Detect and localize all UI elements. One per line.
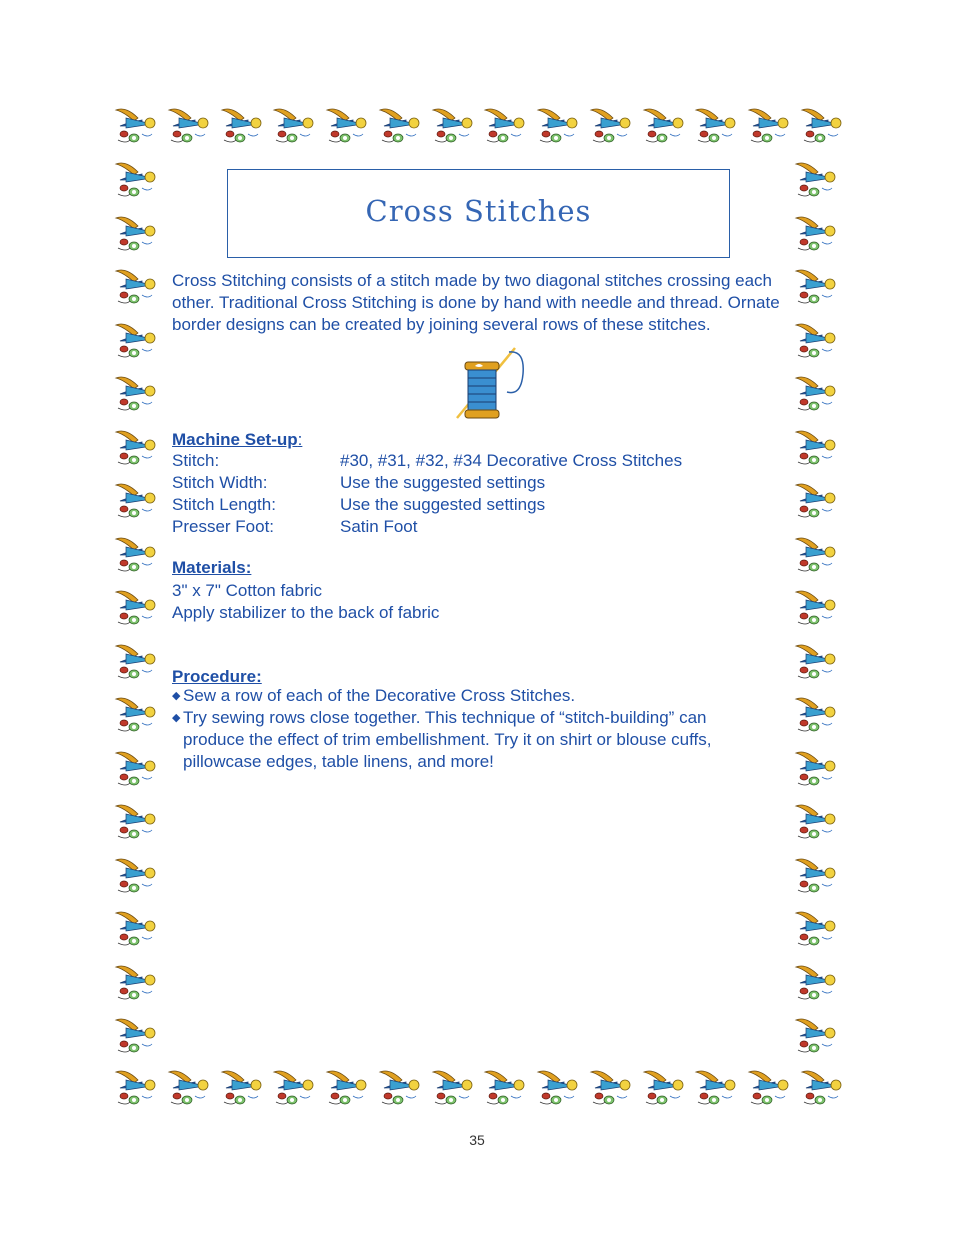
diamond-bullet-icon: ◆ [172, 712, 181, 724]
procedure-item-text: Sew a row of each of the Decorative Cross Stitches. [183, 686, 576, 705]
intro-paragraph: Cross Stitching consists of a stitch made by two diagonal stitches crossing each other. Traditional Cross Stitching is done by hand with needle and thread. Ornate border designs can be created by joining several rows of these stitches. [172, 271, 780, 334]
setup-label: Presser Foot: [172, 517, 275, 536]
scissors-thread-spool-icon [792, 1014, 840, 1058]
thread-spool-needle-icon [453, 342, 533, 422]
scissors-thread-spool-icon [376, 1066, 424, 1110]
scissors-thread-spool-icon [165, 104, 213, 148]
scissors-thread-spool-icon [112, 961, 160, 1005]
setup-value: #30, #31, #32, #34 Decorative Cross Stitches [340, 451, 683, 470]
border-bottom [112, 1066, 846, 1110]
scissors-thread-spool-icon [745, 104, 793, 148]
border-left [112, 158, 160, 1058]
scissors-thread-spool-icon [640, 1066, 688, 1110]
scissors-thread-spool-icon [112, 747, 160, 791]
scissors-thread-spool-icon [534, 1066, 582, 1110]
machine-setup-heading-text: Machine Set-up [172, 430, 298, 449]
scissors-thread-spool-icon [112, 158, 160, 202]
scissors-thread-spool-icon [323, 1066, 371, 1110]
scissors-thread-spool-icon [376, 104, 424, 148]
scissors-thread-spool-icon [112, 1014, 160, 1058]
scissors-thread-spool-icon [112, 372, 160, 416]
scissors-thread-spool-icon [587, 104, 635, 148]
procedure-item [172, 707, 772, 773]
scissors-thread-spool-icon [218, 1066, 266, 1110]
scissors-thread-spool-icon [798, 104, 846, 148]
scissors-thread-spool-icon [429, 1066, 477, 1110]
scissors-thread-spool-icon [112, 800, 160, 844]
scissors-thread-spool-icon [112, 426, 160, 470]
scissors-thread-spool-icon [745, 1066, 793, 1110]
scissors-thread-spool-icon [692, 104, 740, 148]
materials-item: 3" x 7" Cotton fabric [172, 581, 323, 600]
scissors-thread-spool-icon [165, 1066, 213, 1110]
border-right [792, 158, 840, 1058]
scissors-thread-spool-icon [429, 104, 477, 148]
scissors-thread-spool-icon [640, 104, 688, 148]
scissors-thread-spool-icon [218, 104, 266, 148]
procedure-item [172, 685, 772, 707]
scissors-thread-spool-icon [112, 1066, 160, 1110]
procedure-heading: Procedure: [172, 667, 262, 686]
scissors-thread-spool-icon [792, 479, 840, 523]
setup-label: Stitch Width: [172, 473, 268, 492]
scissors-thread-spool-icon [112, 212, 160, 256]
scissors-thread-spool-icon [692, 1066, 740, 1110]
scissors-thread-spool-icon [792, 212, 840, 256]
setup-value: Satin Foot [340, 517, 418, 536]
setup-row [172, 516, 772, 538]
setup-value: Use the suggested settings [340, 473, 546, 492]
page-number: 35 [469, 1132, 485, 1148]
setup-row [172, 450, 772, 472]
scissors-thread-spool-icon [112, 265, 160, 309]
border-top [112, 104, 846, 148]
scissors-thread-spool-icon [792, 640, 840, 684]
procedure-list [172, 685, 772, 773]
scissors-thread-spool-icon [112, 319, 160, 363]
scissors-thread-spool-icon [792, 854, 840, 898]
materials-list [172, 580, 439, 624]
scissors-thread-spool-icon [792, 426, 840, 470]
scissors-thread-spool-icon [792, 693, 840, 737]
scissors-thread-spool-icon [270, 104, 318, 148]
scissors-thread-spool-icon [112, 104, 160, 148]
scissors-thread-spool-icon [792, 533, 840, 577]
scissors-thread-spool-icon [112, 479, 160, 523]
setup-value: Use the suggested settings [340, 495, 546, 514]
scissors-thread-spool-icon [798, 1066, 846, 1110]
scissors-thread-spool-icon [587, 1066, 635, 1110]
scissors-thread-spool-icon [534, 104, 582, 148]
page-title: Cross Stitches [365, 193, 592, 228]
scissors-thread-spool-icon [792, 319, 840, 363]
setup-label: Stitch Length: [172, 495, 276, 514]
procedure-item-text: Try sewing rows close together. This technique of “stitch-building” can produce the effect of trim embellishment. Try it on shirt or blouse cuffs, pillowcase edges, table linens, and more! [183, 708, 712, 771]
machine-setup-colon: : [297, 430, 303, 449]
scissors-thread-spool-icon [112, 640, 160, 684]
scissors-thread-spool-icon [112, 586, 160, 630]
scissors-thread-spool-icon [323, 104, 371, 148]
scissors-thread-spool-icon [112, 533, 160, 577]
scissors-thread-spool-icon [792, 747, 840, 791]
scissors-thread-spool-icon [112, 693, 160, 737]
setup-label: Stitch: [172, 451, 220, 470]
scissors-thread-spool-icon [792, 586, 840, 630]
materials-heading: Materials: [172, 558, 252, 577]
materials-item: Apply stabilizer to the back of fabric [172, 603, 440, 622]
scissors-thread-spool-icon [792, 907, 840, 951]
scissors-thread-spool-icon [112, 907, 160, 951]
scissors-thread-spool-icon [792, 372, 840, 416]
setup-row [172, 494, 772, 516]
scissors-thread-spool-icon [792, 158, 840, 202]
scissors-thread-spool-icon [112, 854, 160, 898]
scissors-thread-spool-icon [270, 1066, 318, 1110]
diamond-bullet-icon: ◆ [172, 690, 181, 702]
machine-setup-heading [172, 430, 302, 450]
scissors-thread-spool-icon [792, 800, 840, 844]
machine-setup-table [172, 450, 772, 538]
setup-row [172, 472, 772, 494]
scissors-thread-spool-icon [792, 265, 840, 309]
title-frame [227, 169, 730, 258]
scissors-thread-spool-icon [792, 961, 840, 1005]
scissors-thread-spool-icon [481, 1066, 529, 1110]
scissors-thread-spool-icon [481, 104, 529, 148]
